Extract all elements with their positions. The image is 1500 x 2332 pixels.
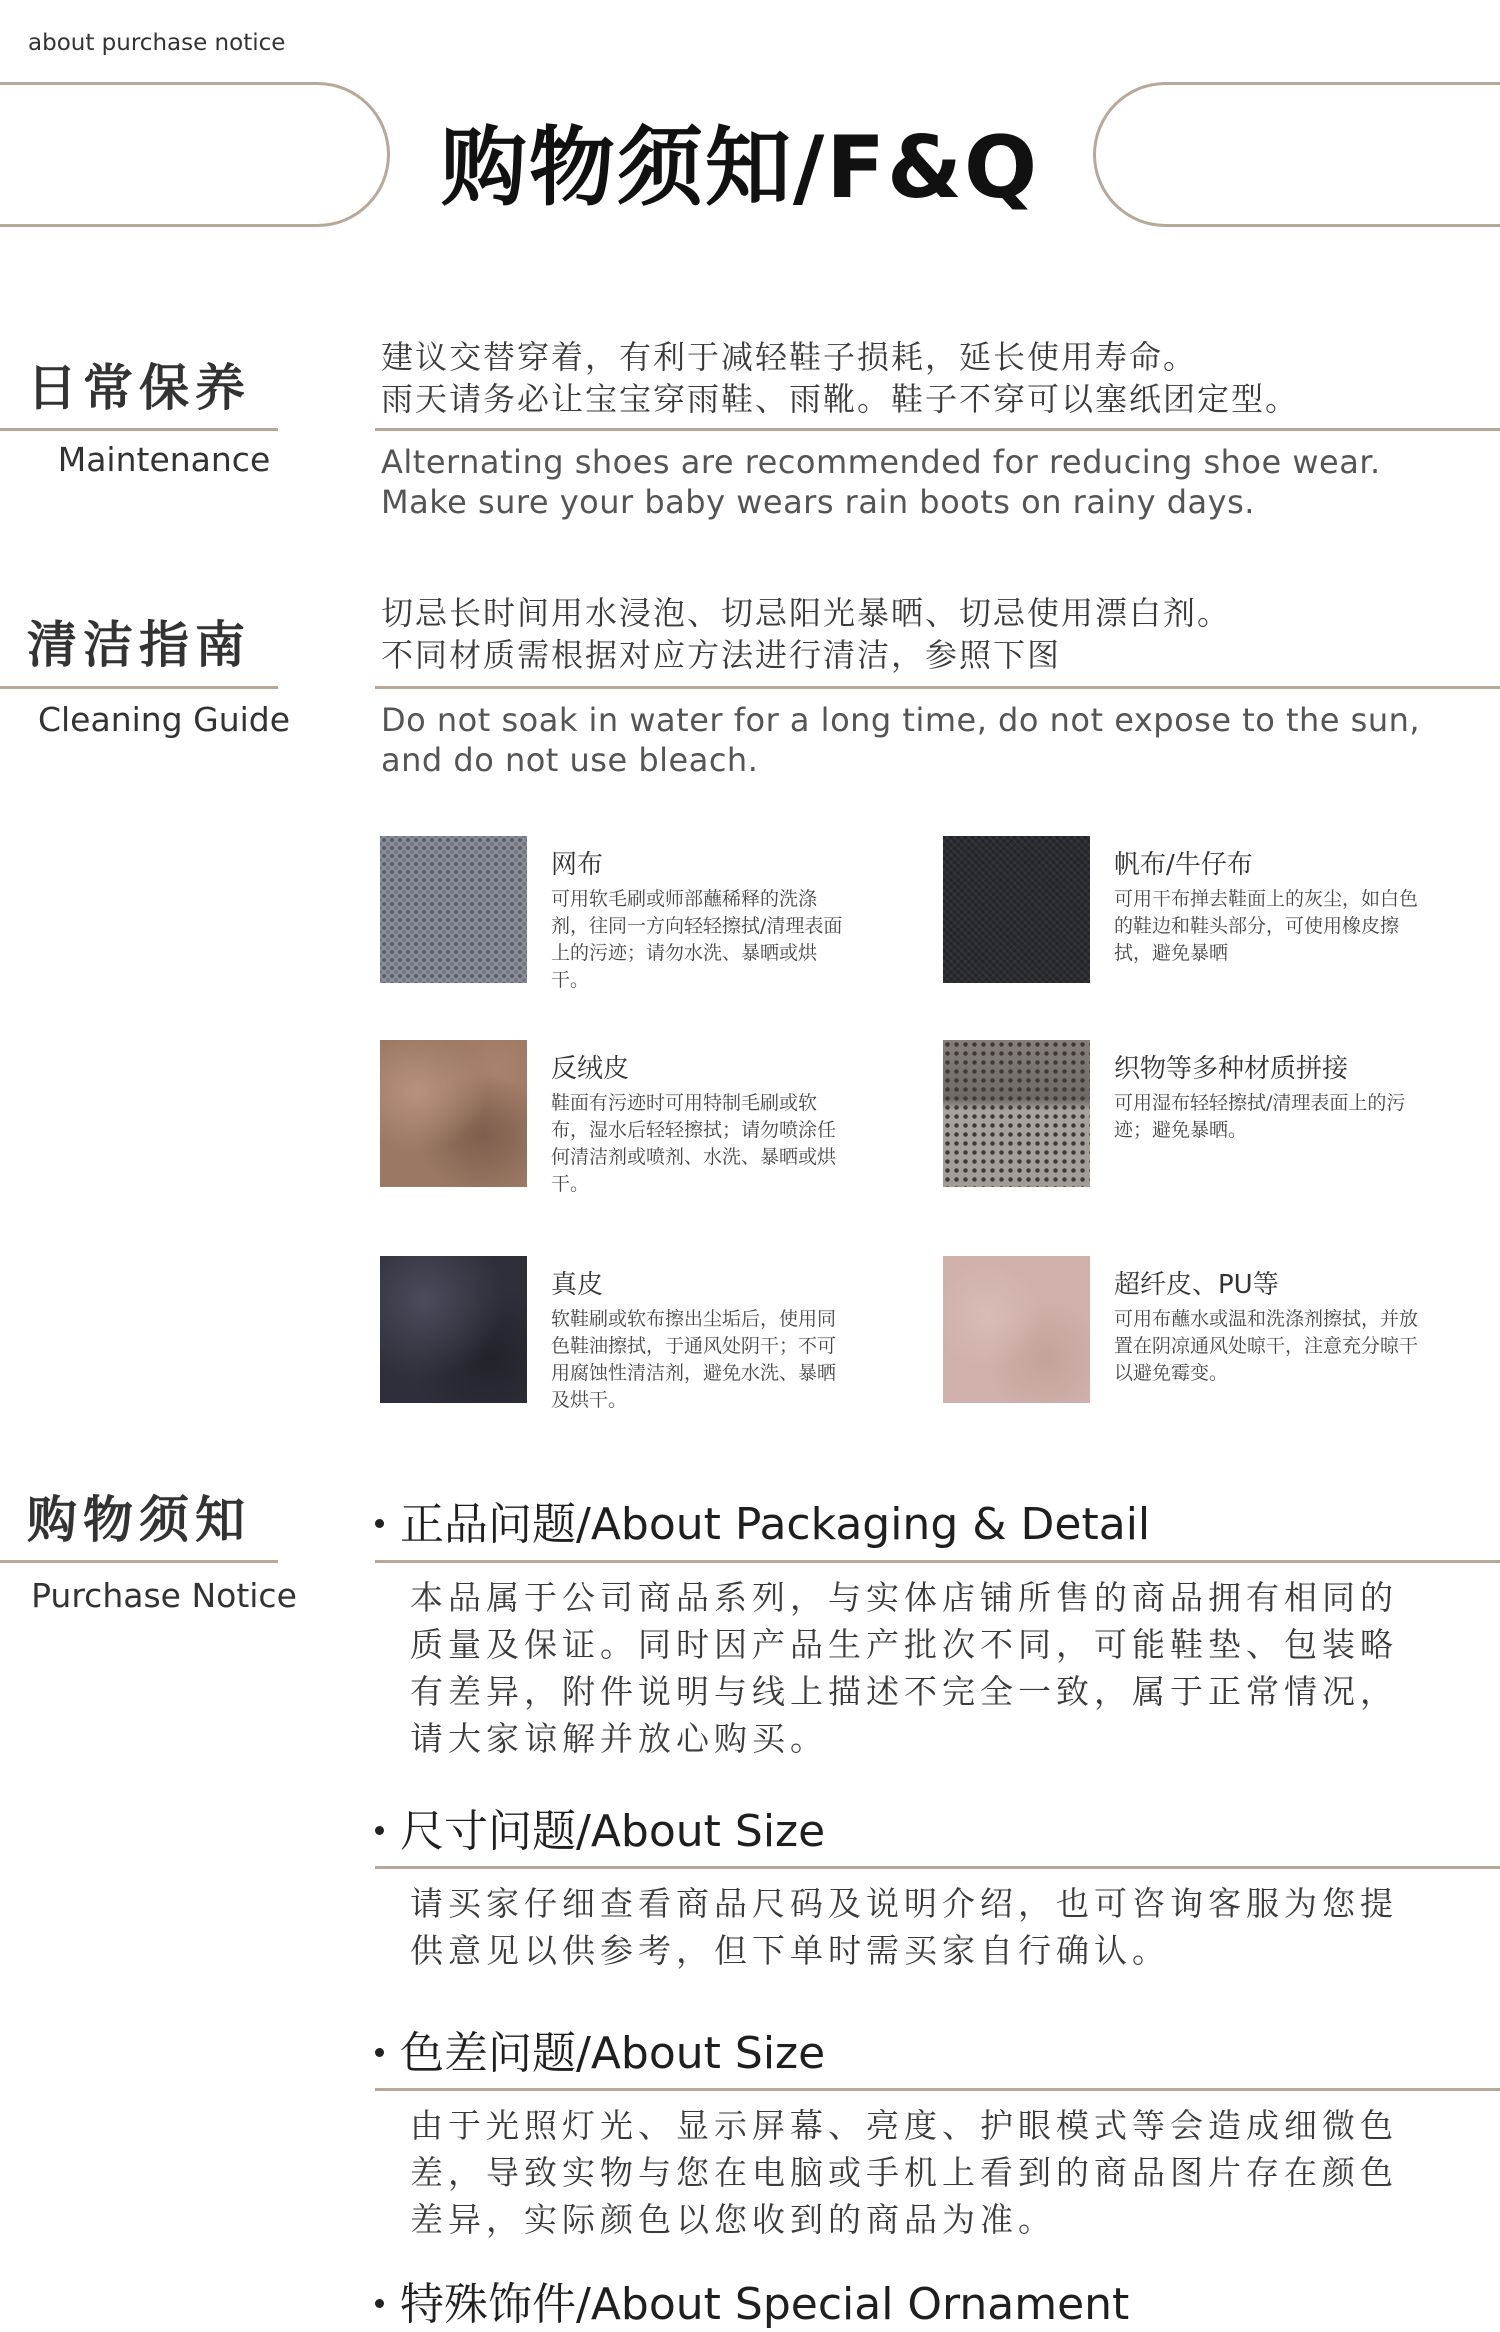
title-pill-left-decoration [0,82,390,227]
notice-text-size: 请买家仔细查看商品尺码及说明介绍，也可咨询客服为您提供意见以供参考，但下单时需买家自行确认。 [410,1884,1398,1970]
section-divider [0,428,278,431]
material-description: 可用干布掸去鞋面上的灰尘，如白色的鞋边和鞋头部分，可使用橡皮擦拭，避免暴晒 [1114,888,1419,964]
notice-heading-text: 特殊饰件/About Special Ornament [400,2279,1130,2330]
notice-heading-color [375,2017,825,2081]
maintenance-cn-text [381,336,1299,420]
material-title: 反绒皮 [551,1054,630,1084]
bullet-icon [375,1519,384,1528]
content-divider [375,428,1500,431]
microfiber-pu-swatch [943,1256,1090,1403]
section-title-maintenance-cn: 日常保养 [27,359,251,417]
material-title: 真皮 [551,1270,604,1300]
maintenance-en-line-1: Alternating shoes are recommended for reducing shoe wear. [381,443,1381,481]
section-divider [0,1560,278,1563]
cleaning-cn-line-1: 切忌长时间用水浸泡、切忌阳光暴晒、切忌使用漂白剂。 [381,594,1232,632]
notice-heading-text: 正品问题/About Packaging & Detail [400,1499,1151,1550]
mesh-fabric-swatch [380,836,527,983]
cleaning-cn-text [381,592,1231,676]
material-description: 软鞋刷或软布擦出尘垢后，使用同色鞋油擦拭，于通风处阴干；不可用腐蚀性清洁剂，避免水洗、暴晒及烘干。 [551,1308,837,1411]
section-divider [0,686,278,689]
material-title: 网布 [551,850,604,880]
content-divider [375,1866,1500,1869]
cleaning-en-line-1: Do not soak in water for a long time, do not expose to the sun, [381,701,1421,739]
section-title-cleaning-cn: 清洁指南 [27,616,251,674]
content-divider [375,2088,1500,2091]
material-title: 超纤皮、PU等 [1114,1270,1279,1300]
bullet-icon [375,1826,384,1835]
canvas-denim-swatch [943,836,1090,983]
maintenance-en-line-2: Make sure your baby wears rain boots on rainy days. [381,483,1255,521]
notice-heading-ornament [375,2268,1129,2332]
content-divider [375,1560,1500,1563]
mixed-fabric-swatch [943,1040,1090,1187]
material-title: 织物等多种材质拼接 [1114,1054,1349,1084]
notice-heading-packaging [375,1488,1150,1552]
notice-heading-text: 色差问题/About Size [400,2028,826,2079]
page-title: 购物须知/F&Q [440,118,1040,218]
cleaning-en-line-2: and do not use bleach. [381,741,759,779]
maintenance-cn-line-1: 建议交替穿着，有利于减轻鞋子损耗，延长使用寿命。 [381,338,1198,376]
notice-text-packaging: 本品属于公司商品系列，与实体店铺所售的商品拥有相同的质量及保证。同时因产品生产批次不同，可能鞋垫、包装略有差异，附件说明与线上描述不完全一致，属于正常情况，请大家谅解并放心购买。 [410,1578,1398,1758]
top-label: about purchase notice [28,30,286,56]
section-title-purchase-en: Purchase Notice [31,1576,297,1615]
bullet-icon [375,2299,384,2308]
section-title-purchase-cn: 购物须知 [27,1491,251,1549]
suede-swatch [380,1040,527,1187]
notice-heading-text: 尺寸问题/About Size [400,1806,826,1857]
material-title: 帆布/牛仔布 [1114,850,1253,880]
maintenance-cn-line-2: 雨天请务必让宝宝穿雨鞋、雨靴。鞋子不穿可以塞纸团定型。 [381,380,1300,418]
bullet-icon [375,2048,384,2057]
notice-text-color: 由于光照灯光、显示屏幕、亮度、护眼模式等会造成细微色差，导致实物与您在电脑或手机上看到的商品图片存在颜色差异，实际颜色以您收到的商品为准。 [410,2106,1398,2239]
title-pill-right-decoration [1093,82,1500,227]
maintenance-en-text [381,442,1491,522]
cleaning-en-text [381,700,1491,780]
content-divider [375,686,1500,689]
cleaning-cn-line-2: 不同材质需根据对应方法进行清洁，参照下图 [381,636,1062,674]
leather-swatch [380,1256,527,1403]
material-description: 鞋面有污迹时可用特制毛刷或软布，湿水后轻轻擦拭；请勿喷涂任何清洁剂或喷剂、水洗、暴晒或烘干。 [551,1092,837,1195]
section-title-maintenance-en: Maintenance [57,440,271,479]
notice-heading-size [375,1795,825,1859]
material-description: 可用布蘸水或温和洗涤剂擦拭，并放置在阴凉通风处晾干，注意充分晾干以避免霉变。 [1114,1308,1419,1384]
material-description: 可用软毛刷或师部蘸稀释的洗涤剂，往同一方向轻轻擦拭/清理表面上的污迹；请勿水洗、暴晒或烘干。 [551,888,843,991]
material-description: 可用湿布轻轻擦拭/清理表面上的污迹；避免暴晒。 [1114,1092,1406,1141]
section-title-cleaning-en: Cleaning Guide [37,700,291,739]
